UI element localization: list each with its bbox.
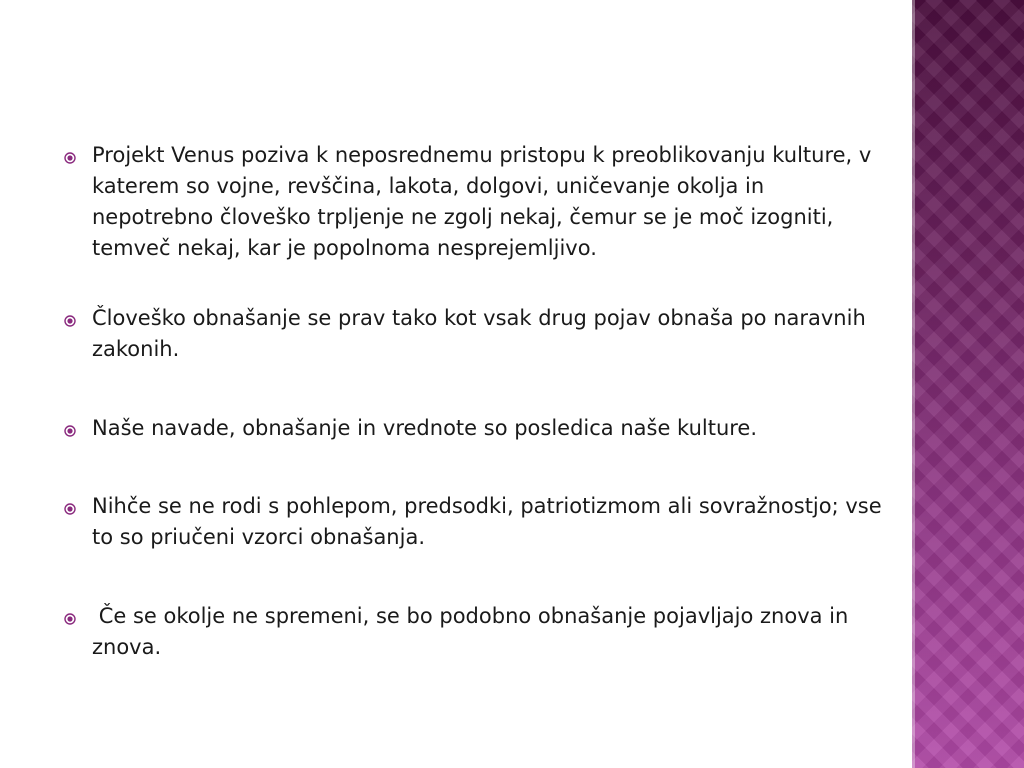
decorative-sidebar	[912, 0, 1024, 768]
bullet-item	[62, 303, 882, 365]
bullet-item	[62, 491, 882, 553]
circle-bullet-icon	[62, 413, 92, 444]
bullet-list	[62, 140, 882, 663]
bullet-text: Če se okolje ne spremeni, se bo podobno obnašanje pojavljajo znova in znova.	[92, 604, 855, 659]
bullet-item	[62, 413, 882, 444]
bullet-item	[62, 601, 882, 663]
bullet-text: Projekt Venus poziva k neposrednemu pristopu k preoblikovanju kulture, v katerem so vojne, revščina, lakota, dolgovi, uničevanje okolja in nepotrebno človeško trpljenje ne zgolj nekaj, čemur se je moč izogniti, temveč nekaj, kar je popolnoma nesprejemljivo.	[92, 143, 872, 260]
circle-bullet-icon	[62, 140, 92, 171]
circle-bullet-icon	[62, 601, 92, 632]
bullet-text: Človeško obnašanje se prav tako kot vsak drug pojav obnaša po naravnih zakonih.	[92, 306, 866, 361]
circle-bullet-icon	[62, 491, 92, 522]
bullet-text: Naše navade, obnašanje in vrednote so posledica naše kulture.	[92, 416, 758, 440]
bullet-text: Nihče se ne rodi s pohlepom, predsodki, patriotizmom ali sovražnostjo; vse to so priučeni vzorci obnašanja.	[92, 494, 882, 549]
circle-bullet-icon	[62, 303, 92, 334]
bullet-item	[62, 140, 882, 264]
